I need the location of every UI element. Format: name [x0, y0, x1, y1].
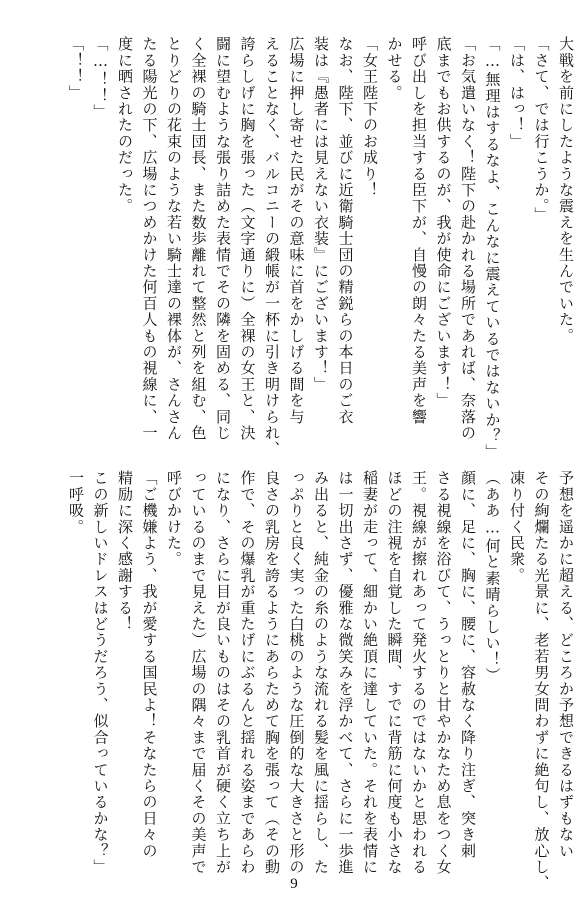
text-line: 広場に押し寄せた民がその意味に首をかしげる間を与	[287, 36, 306, 425]
text-line: く全裸の騎士団長、また数歩離れて整然と列を組む、色	[189, 36, 208, 441]
text-line: ほどの注視を自覚した瞬間、すでに背筋に何度も小さな	[385, 470, 404, 875]
text-line: 底までもお供するのが、我が使命にございます！」	[434, 36, 453, 409]
text-line: 「さて、では行こうか。」	[532, 36, 551, 223]
text-line: 「ご機嫌よう、我が愛する国民よ！そなたらの日々の	[140, 470, 159, 859]
text-line: 作で、その爆乳が重たげにぶるんと揺れる姿まであらわ	[238, 470, 257, 875]
text-line: さる視線を浴びて、うっとりと甘やかなため息をつく女	[434, 470, 453, 875]
text-line: っぷりと良く実った白桃のような圧倒的な大きさと形の	[287, 470, 306, 875]
text-line: 凍り付く民衆。	[508, 470, 526, 584]
text-line: 「…！！」	[91, 36, 110, 120]
text-line: み出ると、純金の糸のような流れる髪を風に揺らし、た	[312, 470, 330, 875]
text-line: 呼びかけた。	[165, 470, 183, 568]
text-line: 「女王陛下のお成り！	[361, 36, 379, 198]
text-line: この新しいドレスはどうだろう、似合っているかな？」	[91, 470, 110, 875]
text-line: たる陽光の下、広場につめかけた何百人もの視線に、一	[140, 36, 159, 441]
text-line: 精励に深く感謝する！	[116, 470, 134, 632]
text-line: （ああ…何と素晴らしい！）	[483, 470, 502, 684]
page-number: 9	[290, 876, 298, 892]
text-line: 良さの乳房を誇るようにあらためて胸を張って（その動	[263, 470, 281, 875]
text-line: 稲妻が走って、細かい絶頂に達していた。それを表情に	[361, 470, 379, 875]
text-line: 度に晒されたのだった。	[116, 36, 134, 215]
text-line: 「は、はっ！」	[508, 36, 526, 150]
text-line: 「！！」	[67, 36, 85, 101]
text-line: かせる。	[385, 36, 404, 101]
text-line: なお、陛下、並びに近衛騎士団の精鋭らの本日のご衣	[336, 36, 355, 425]
bottom-text-block	[18, 470, 578, 892]
text-line: 顔に、足に、胸に、腰に、容赦なく降り注ぎ、突き刺	[459, 470, 477, 859]
text-line: は一切出さず、優雅な微笑みを浮かべて、さらに一歩進	[336, 470, 355, 875]
text-line: 「…無理はするなよ、こんなに震えているではないか？」	[483, 36, 502, 461]
text-line: 「お気遣いなく！陛下の赴かれる場所であれば、奈落の	[459, 36, 477, 441]
top-text-block	[18, 36, 578, 461]
text-line: えることなく、バルコニーの緞帳が一杯に引き明けられ、	[263, 36, 281, 458]
text-line: 呼び出しを担当する臣下が、自慢の朗々たる美声を響	[410, 36, 428, 425]
text-line: 予想を遥かに超える、どころか予想できるはずもない	[557, 470, 575, 859]
text-line: になり、さらに目が良いものはその乳首が硬く立ち上が	[214, 470, 232, 875]
text-line: その絢爛たる光景に、老若男女問わずに絶句し、放心し、	[532, 470, 551, 892]
text-line: 一呼吸。	[67, 470, 85, 535]
text-line: 装は『愚者には見えない衣装』にございます！」	[312, 36, 330, 393]
text-line: とりどりの花束のような若い騎士達の裸体が、さんさん	[165, 36, 183, 441]
text-line: 闘に望むような張り詰めた表情でその隣を固める、同じ	[214, 36, 232, 441]
text-line: 誇らしげに胸を張った（文字通りに）全裸の女王と、決	[238, 36, 257, 441]
text-line: っているのまで見えた）広場の隅々まで届くその美声で	[189, 470, 208, 875]
text-line: 王。視線が擦れあって発火するのではないかと思われる	[410, 470, 428, 875]
text-line: 大戦を前にしたような震えを生んでいた。	[557, 36, 575, 344]
